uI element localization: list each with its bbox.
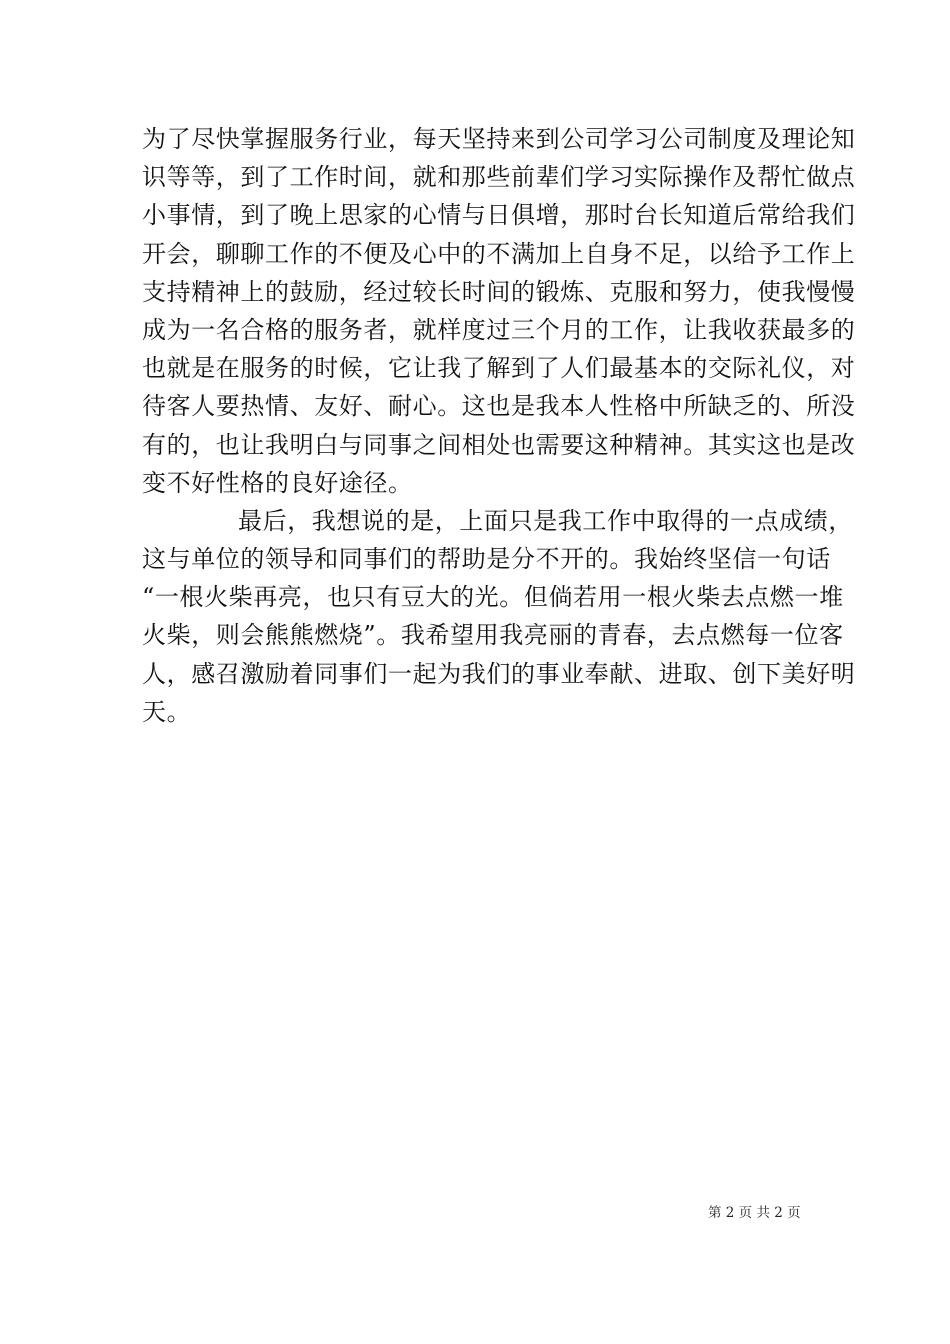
text-line: “一根火柴再亮，也只有豆大的光。但倘若用一根火柴去点燃一堆 [142,583,844,612]
paragraph-2 [142,502,856,731]
text-line: 成为一名合格的服务者，就样度过三个月的工作，让我收获最多的 [142,315,856,344]
text-line: 有的，也让我明白与同事之间相处也需要这种精神。其实这也是改 [142,430,856,459]
paragraph-1 [142,120,856,502]
text-line: 人，感召激励着同事们一起为我们的事业奉献、进取、创下美好明 [142,659,856,688]
page-number-footer: 第 2 页 共 2 页 [708,1205,801,1221]
text-line: 小事情，到了晚上思家的心情与日俱增，那时台长知道后常给我们 [142,201,856,230]
text-line: 识等等，到了工作时间，就和那些前辈们学习实际操作及帮忙做点 [142,163,856,192]
document-body [142,120,856,731]
text-line: 变不好性格的良好途径。 [142,468,413,497]
text-line: 最后，我想说的是，上面只是我工作中取得的一点成绩， [238,506,853,535]
text-line: 支持精神上的鼓励，经过较长时间的锻炼、克服和努力，使我慢慢 [142,277,856,306]
text-line: 天。 [142,697,192,726]
text-line: 也就是在服务的时候，它让我了解到了人们最基本的交际礼仪，对 [142,354,856,383]
text-line: 为了尽快掌握服务行业，每天坚持来到公司学习公司制度及理论知 [142,125,856,153]
text-line: 这与单位的领导和同事们的帮助是分不开的。我始终坚信一句话 [142,545,831,574]
text-line: 开会，聊聊工作的不便及心中的不满加上自身不足，以给予工作上 [142,239,856,268]
text-line: 火柴，则会熊熊燃烧”。我希望用我亮丽的青春，去点燃每一位客 [142,621,844,650]
text-line: 待客人要热情、友好、耐心。这也是我本人性格中所缺乏的、所没 [142,392,856,421]
